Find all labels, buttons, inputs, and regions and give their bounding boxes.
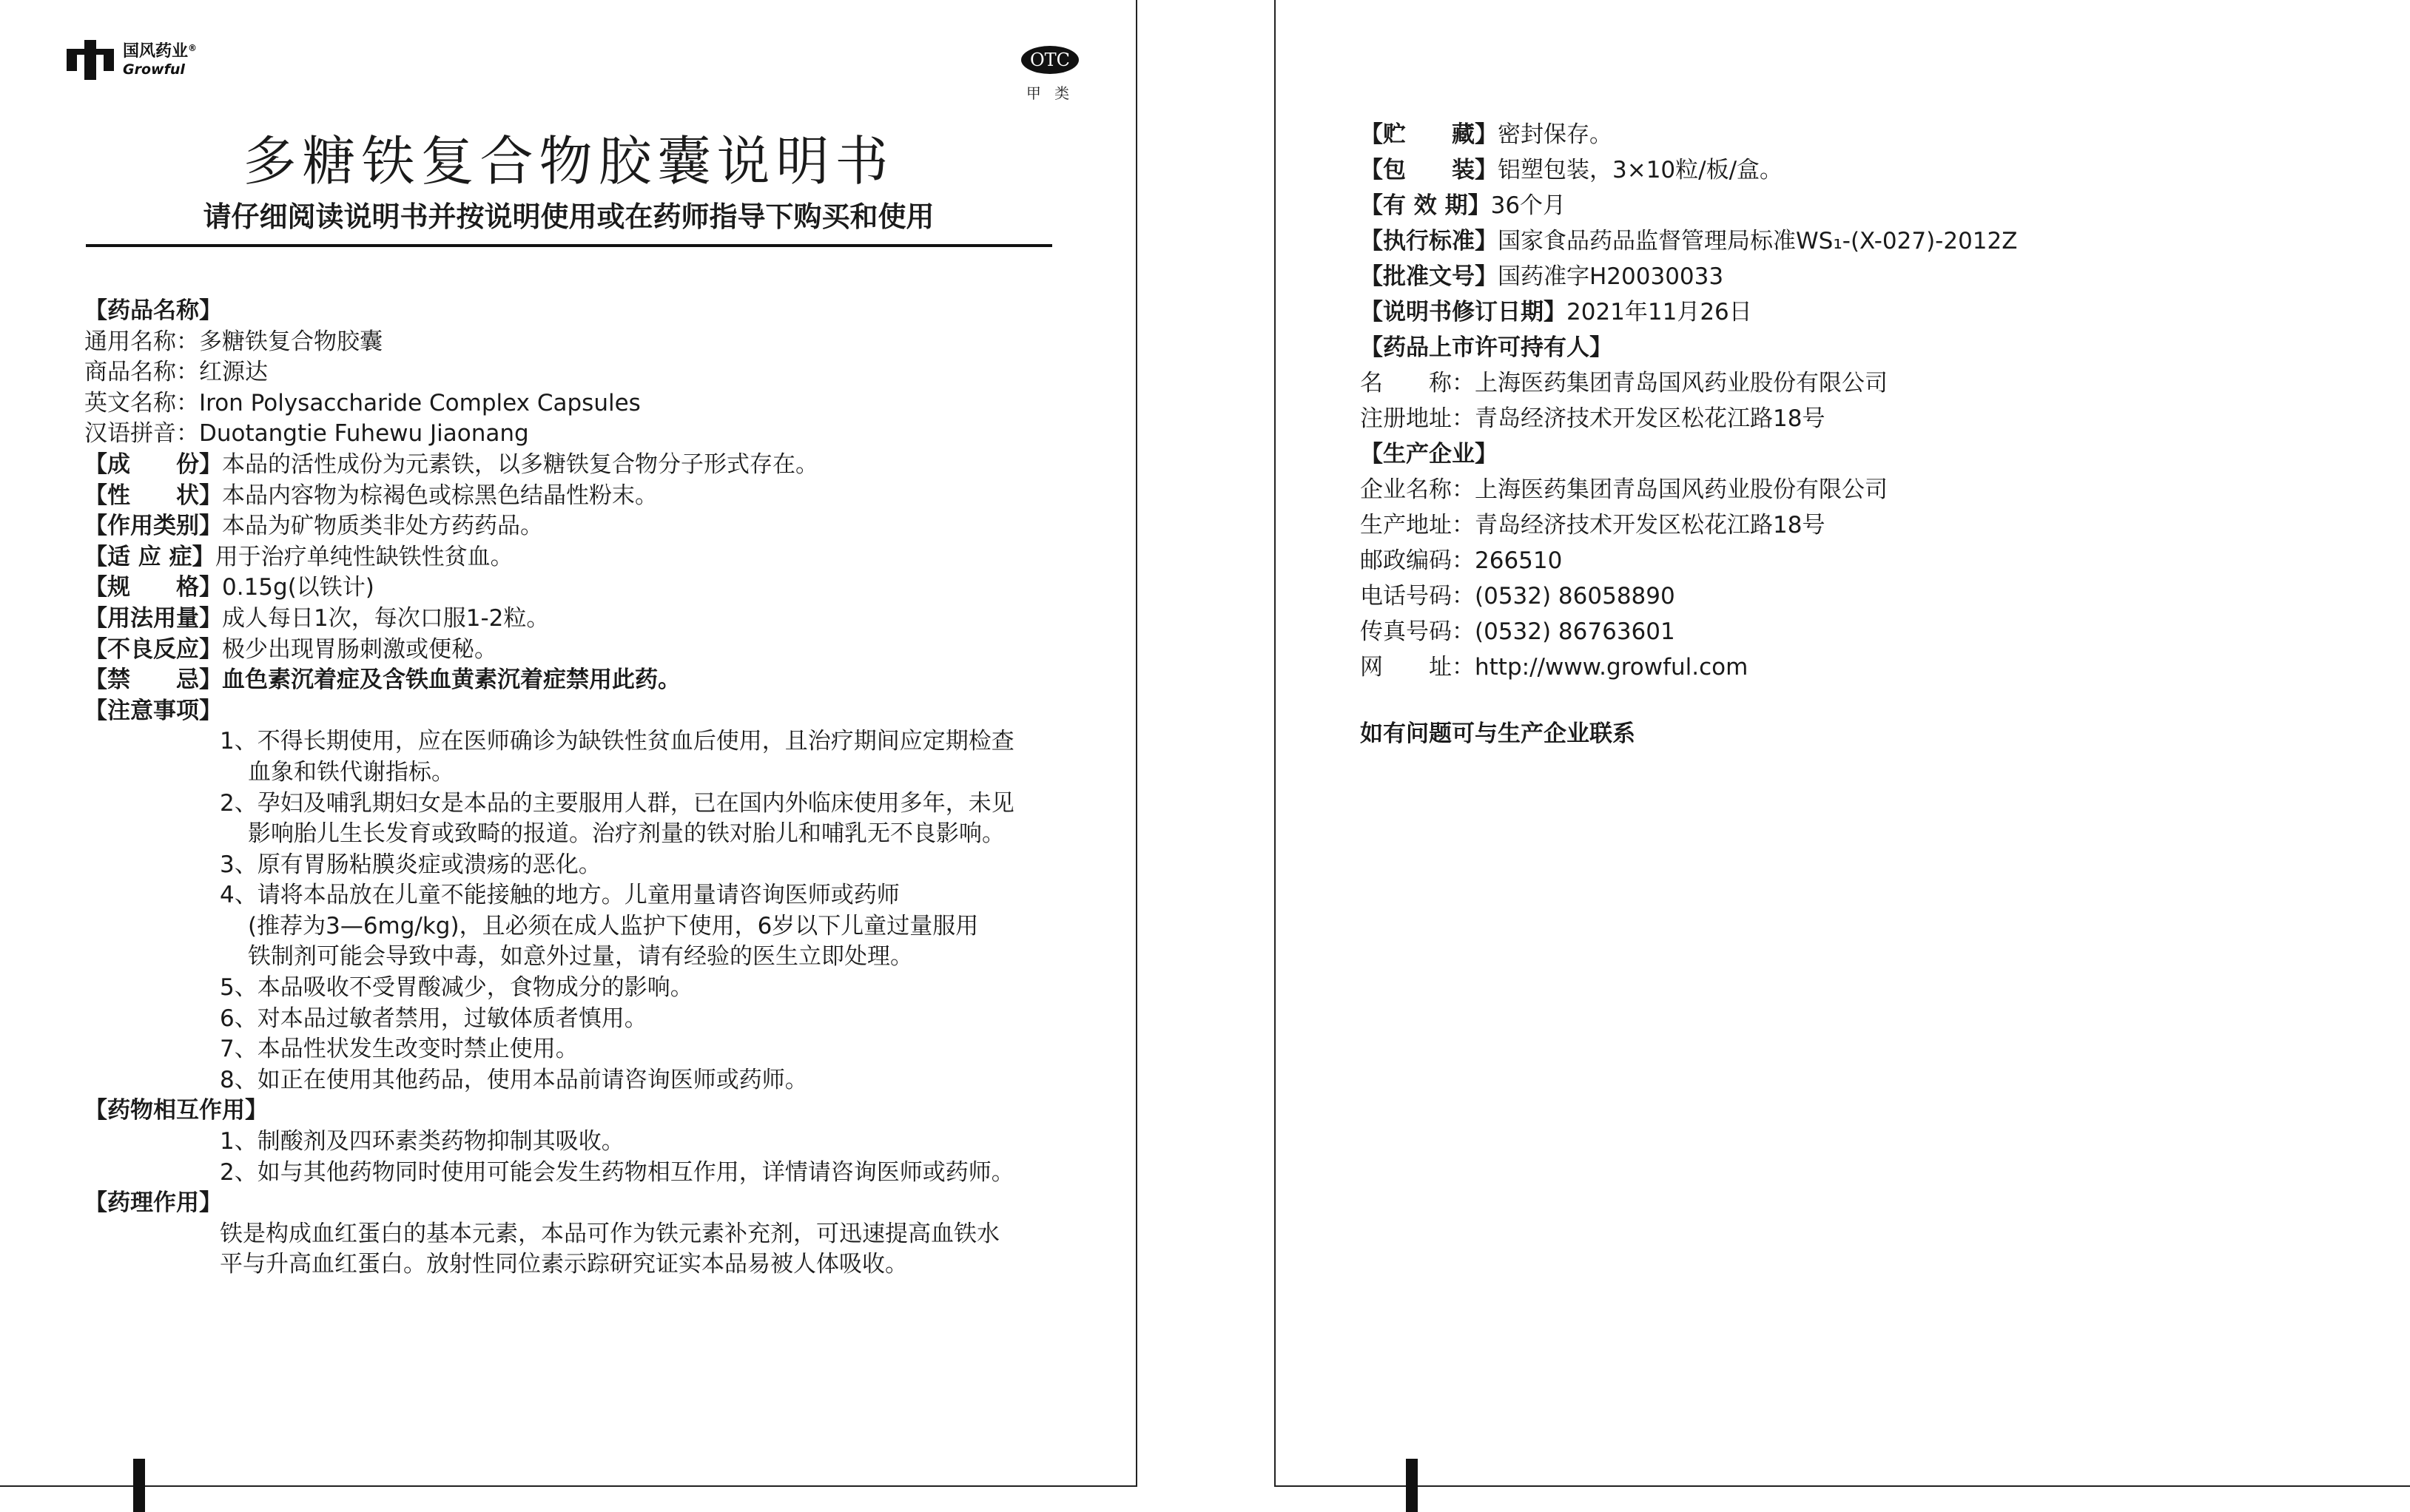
precaution-4a: 4、请将本品放在儿童不能接触的地方。儿童用量请咨询医师或药师 (220, 882, 900, 909)
revision-date-key: 【说明书修订日期】 (1360, 299, 1566, 325)
package-value: 铝塑包装，3×10粒/板/盒。 (1498, 157, 1783, 183)
brand-cn: 国风药业 (123, 41, 189, 61)
pharmacology-line-1: 铁是构成血红蛋白的基本元素，本品可作为铁元素补充剂，可迅速提高血铁水 (220, 1220, 1000, 1247)
precaution-5: 5、本品吸收不受胃酸减少，食物成分的影响。 (220, 974, 693, 1002)
registered-mark: ® (188, 42, 198, 53)
growful-logo-icon (65, 38, 117, 81)
postcode-line: 邮政编码：266510 (1360, 547, 1563, 574)
revision-date-value: 2021年11月26日 (1566, 299, 1752, 325)
generic-name-line: 通用名称：多糖铁复合物胶囊 (84, 328, 383, 355)
adverse-reaction-line (84, 635, 1068, 666)
website-line: 网 址：http://www.growful.com (1360, 654, 1748, 681)
indication-value: 用于治疗单纯性缺铁性贫血。 (215, 543, 514, 570)
section-heading-pharmacology: 【药理作用】 (84, 1189, 222, 1217)
english-name-line: 英文名称：Iron Polysaccharide Complex Capsules (84, 389, 641, 416)
storage-line (1360, 117, 2381, 152)
holder-name-line: 名 称：上海医药集团青岛国风药业股份有限公司 (1360, 370, 1888, 396)
standard-value: 国家食品药品监督管理局标准WS₁-(X-027)-2012Z (1498, 228, 2018, 254)
phone-line: 电话号码：(0532) 86058890 (1360, 583, 1675, 610)
adverse-reaction-value: 极少出现胃肠刺激或便秘。 (222, 635, 497, 663)
strength-key: 【规 格】 (84, 574, 222, 601)
package-line (1360, 152, 2381, 188)
appearance-key: 【性 状】 (84, 482, 222, 509)
manufacturer-address-line: 生产地址：青岛经济技术开发区松花江路18号 (1360, 512, 1825, 539)
pinyin-name-line: 汉语拼音：Duotangtie Fuhewu Jiaonang (84, 420, 529, 448)
composition-line (84, 450, 1068, 481)
section-heading-manufacturer: 【生产企业】 (1360, 441, 1498, 468)
fax-line: 传真号码：(0532) 86763601 (1360, 618, 1675, 645)
section-heading-precautions: 【注意事项】 (84, 697, 222, 724)
precaution-1b: 血象和铁代谢指标。 (248, 758, 454, 786)
leaflet-left-page (0, 0, 1137, 1487)
composition-value: 本品的活性成份为元素铁，以多糖铁复合物分子形式存在。 (222, 450, 818, 478)
precaution-7: 7、本品性状发生改变时禁止使用。 (220, 1036, 579, 1063)
contraindication-key: 【禁 忌】 (84, 666, 222, 694)
interaction-2: 2、如与其他药物同时使用可能会发生药物相互作用，详情请咨询医师或药师。 (220, 1158, 1014, 1186)
precaution-8: 8、如正在使用其他药品，使用本品前请咨询医师或药师。 (220, 1066, 808, 1093)
standard-key: 【执行标准】 (1360, 228, 1498, 254)
appearance-value: 本品内容物为棕褐色或棕黑色结晶性粉末。 (222, 482, 658, 509)
document-title: 多糖铁复合物胶囊说明书 (243, 130, 895, 192)
indication-key: 【适 应 症】 (84, 543, 215, 570)
contraindication-value: 血色素沉着症及含铁血黄素沉着症禁用此药。 (222, 666, 681, 694)
manufacturer-name-line: 企业名称：上海医药集团青岛国风药业股份有限公司 (1360, 476, 1888, 503)
approval-number-value: 国药准字H20030033 (1498, 263, 1724, 290)
otc-class-label: 甲 类 (1026, 84, 1074, 102)
brand-en: Growful (123, 61, 185, 78)
document-subtitle: 请仔细阅读说明书并按说明使用或在药师指导下购买和使用 (203, 200, 935, 233)
precaution-1a: 1、不得长期使用，应在医师确诊为缺铁性贫血后使用，且治疗期间应定期检查 (220, 728, 1014, 755)
shelf-life-line (1360, 188, 2381, 223)
interaction-1: 1、制酸剂及四环素类药物抑制其吸收。 (220, 1128, 625, 1155)
trade-name-line: 商品名称：红源达 (84, 359, 268, 386)
category-key: 【作用类别】 (84, 513, 222, 540)
revision-date-line (1360, 294, 2381, 330)
precaution-4c: 铁制剂可能会导致中毒，如意外过量，请有经验的医生立即处理。 (248, 943, 913, 971)
strength-value: 0.15g(以铁计) (222, 574, 374, 601)
left-content (84, 296, 1068, 1280)
package-key: 【包 装】 (1360, 157, 1498, 183)
precaution-6: 6、对本品过敏者禁用，过敏体质者慎用。 (220, 1005, 647, 1032)
category-value: 本品为矿物质类非处方药药品。 (222, 513, 543, 540)
standard-line (1360, 223, 2381, 259)
dosage-value: 成人每日1次，每次口服1-2粒。 (222, 604, 550, 632)
approval-number-line (1360, 259, 2381, 294)
pharmacology-line-2: 平与升高血红蛋白。放射性同位素示踪研究证实本品易被人体吸收。 (220, 1251, 908, 1278)
precaution-2b: 影响胎儿生长发育或致畸的报道。治疗剂量的铁对胎儿和哺乳无不良影响。 (248, 820, 1005, 848)
contraindication-line (84, 665, 1068, 696)
fold-mark-right (1406, 1459, 1418, 1512)
section-heading-drug-name: 【药品名称】 (84, 297, 222, 324)
precaution-4b: (推荐为3—6mg/kg)，且必须在成人监护下使用，6岁以下儿童过量服用 (248, 912, 979, 939)
title-divider (86, 244, 1052, 247)
precaution-3: 3、原有胃肠粘膜炎症或溃疡的恶化。 (220, 851, 602, 878)
approval-number-key: 【批准文号】 (1360, 263, 1498, 290)
contact-note: 如有问题可与生产企业联系 (1360, 720, 1635, 747)
section-heading-holder: 【药品上市许可持有人】 (1360, 334, 1612, 361)
indication-line (84, 542, 1068, 573)
adverse-reaction-key: 【不良反应】 (84, 635, 222, 663)
appearance-line (84, 481, 1068, 512)
holder-address-line: 注册地址：青岛经济技术开发区松花江路18号 (1360, 405, 1825, 432)
precaution-2a: 2、孕妇及哺乳期妇女是本品的主要服用人群，已在国内外临床使用多年，未见 (220, 789, 1014, 817)
fold-mark-left (133, 1459, 145, 1512)
otc-badge: OTC (1021, 46, 1079, 74)
dosage-key: 【用法用量】 (84, 604, 222, 632)
shelf-life-key: 【有 效 期】 (1360, 192, 1491, 219)
composition-key: 【成 份】 (84, 450, 222, 478)
right-content (1360, 117, 2381, 752)
storage-key: 【贮 藏】 (1360, 121, 1498, 148)
shelf-life-value: 36个月 (1490, 192, 1566, 219)
strength-line (84, 573, 1068, 604)
company-logo (65, 38, 197, 81)
storage-value: 密封保存。 (1498, 121, 1612, 148)
category-line (84, 511, 1068, 542)
dosage-line (84, 604, 1068, 635)
section-heading-interactions: 【药物相互作用】 (84, 1097, 268, 1124)
